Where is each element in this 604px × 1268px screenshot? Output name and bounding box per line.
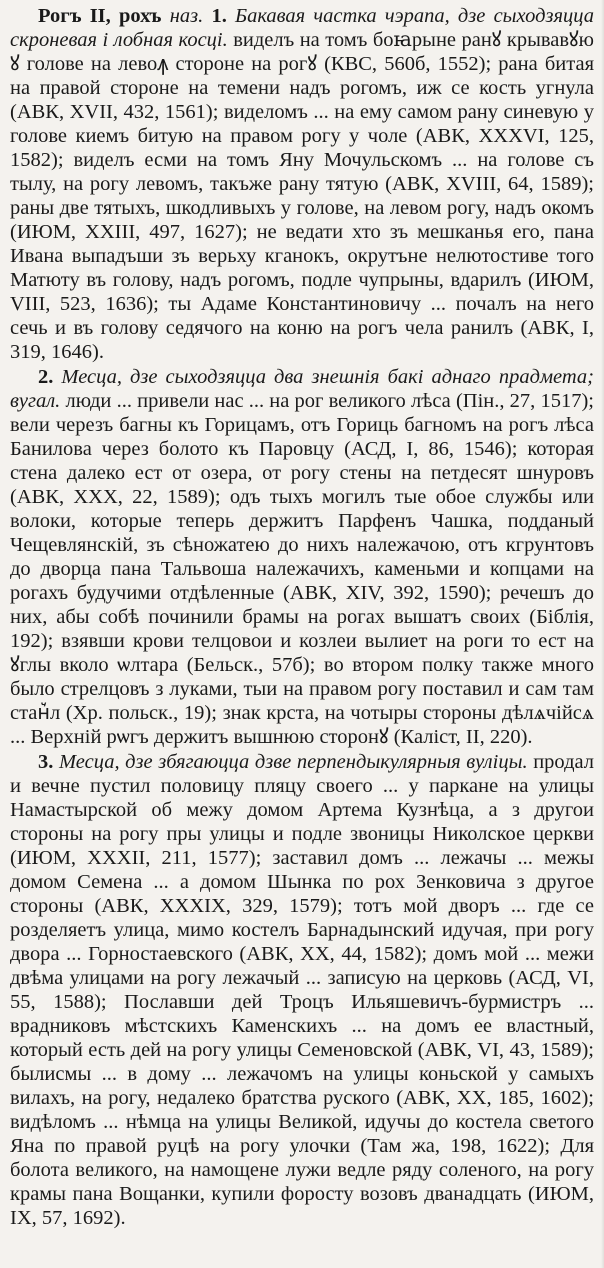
sense-citations: продал и вечне пустил половицу пляцу своего ... у паркане на улицы Намастырской об межу домом Артема Кузнѣца, а з другои стороны на рогу пры улицы и подле звоницы Николское церкви (ИЮМ, XXXII, 211, 1577); заставил домъ ... лежачы ... межы домом Семена ... а домом Шынка по рох Зенковича з другое стороны (АВК, XXXIX, 329, 1579); тотъ мой дворъ ... где се розделяетъ улица, мимо костелъ Барнадынский идучая, при рогу двора ... Горностаевского (АВК, XX, 44, 1582); домъ мой ... межи двѣма улицами на рогу лежачый ... записую на церковь (АСД, VI, 55, 1588); Пославши дей Троцъ Ильяшевичъ-бурмистръ ... врадниковъ мѣстскихъ Каменскихъ ... на домъ ее властный, который есть дей на рогу улицы Семеновской (АВК, VI, 43, 1589); былисмы ... в дому ... лежачомъ на улицы коньской у самыхъ вилахъ, на рогу, недалеко братства руского (АВК, XX, 185, 1602); видѣломъ ... нѣмца на улицы Великой, идучы до костела светого Яна по правой руцѣ на рогу улочки (Там жа, 198, 1622); Для болота великого, на намощене лужи ведле ряду соленого, на рогу крамы пана Вощанки, купили форосту возовъ дванадцать (ИЮМ, IX, 57, 1692). [10, 751, 595, 1229]
entry-sense-1 [10, 4, 594, 364]
sense-gloss: Месца, дзе збягаюцца дзве перпендыкулярныя вуліцы. [58, 751, 528, 773]
entry-sense-3 [10, 750, 594, 1230]
sense-number: 3. [38, 751, 54, 773]
sense-gloss: Месца, дзе сыходзяцца два знешнія бакі аднаго прадмета; вугал. [10, 366, 594, 412]
part-of-speech: наз. [169, 5, 204, 27]
headword: Рогъ II, рохъ [38, 5, 162, 27]
sense-gloss: Бакавая частка чэрапа, дзе сыходзяцца скроневая і лобная косці. [10, 5, 595, 51]
sense-citations: люди ... привели нас ... на рог великого лѣса (Пін., 27, 1517); вели черезъ багны къ Горицамъ, отъ Гориць багномъ на рогъ лѣса Банилова через болото къ Паровцу (АСД, I, 86, 1546); которая стена далеко ест от озера, от рогу стены на петдесят шнуровъ (АВК, XXX, 22, 1589); одъ тыхъ могилъ тые обое службы или волоки, которые теперь держитъ Парфенъ Чашка, подданый Чещевлянскій, зъ сѣножатею до нихъ належачою, отъ кгрунтовъ до дворца пана Тальвоша належачихъ, каменьми и копцами на рогахъ будучими отдѣленные (АВК, XIV, 392, 1590); речешъ до них, абы собѣ починили брамы на рогах вышатъ своих (Біблія, 192); взявши крови телцовои и козлеи вылиет на роги то ест на ꙋглы вколо ѡлтара (Бельск., 57б); во втором полку также много было стрелцовъ з луками, тыи на правом рогу поставил и сам там стан꙽л (Хр. польск., 19); знак крста, на чотыры стороны дѣлѧчійсѧ ... Верхній рѡгъ держитъ вышнюю сторонꙋ (Каліст, II, 220). [10, 390, 595, 748]
entry-sense-2 [10, 365, 594, 749]
sense-number: 1. [211, 5, 227, 27]
sense-citations: виделъ на томъ боꙗрыне ранꙋ крывавꙋю ꙋ голове на левоꙟ стороне на рогꙋ (КВС, 560б, 1552); рана битая на правой стороне на темени надъ рогомъ, иж се кость угнула (АВК, XVII, 432, 1561); виделомъ ... на ему самом рану синевую у голове киемъ битую на правом рогу у чоле (АВК, XXXVI, 125, 1582); виделъ есми на томъ Яну Мочульскомъ ... на голове съ тылу, на рогу левомъ, такъже рану тятую (АВК, XVIII, 64, 1589); раны две тятыхъ, шкодливыхъ у голове, на левом рогу, надъ окомъ (ИЮМ, XXIII, 497, 1627); не ведати хто зъ мешканья его, пана Ивана выпадъши зъ верьху кганокъ, окрутъне нелютостиве того Матюту въ голову, надъ рогомъ, подле чупрыны, вдарилъ (ИЮМ, VIII, 523, 1636); ты Адаме Константиновичу ... почалъ на него сечь и въ голову седячого на коню на рогъ чела ранилъ (АВК, I, 319, 1646). [10, 29, 594, 363]
sense-number: 2. [38, 366, 54, 388]
